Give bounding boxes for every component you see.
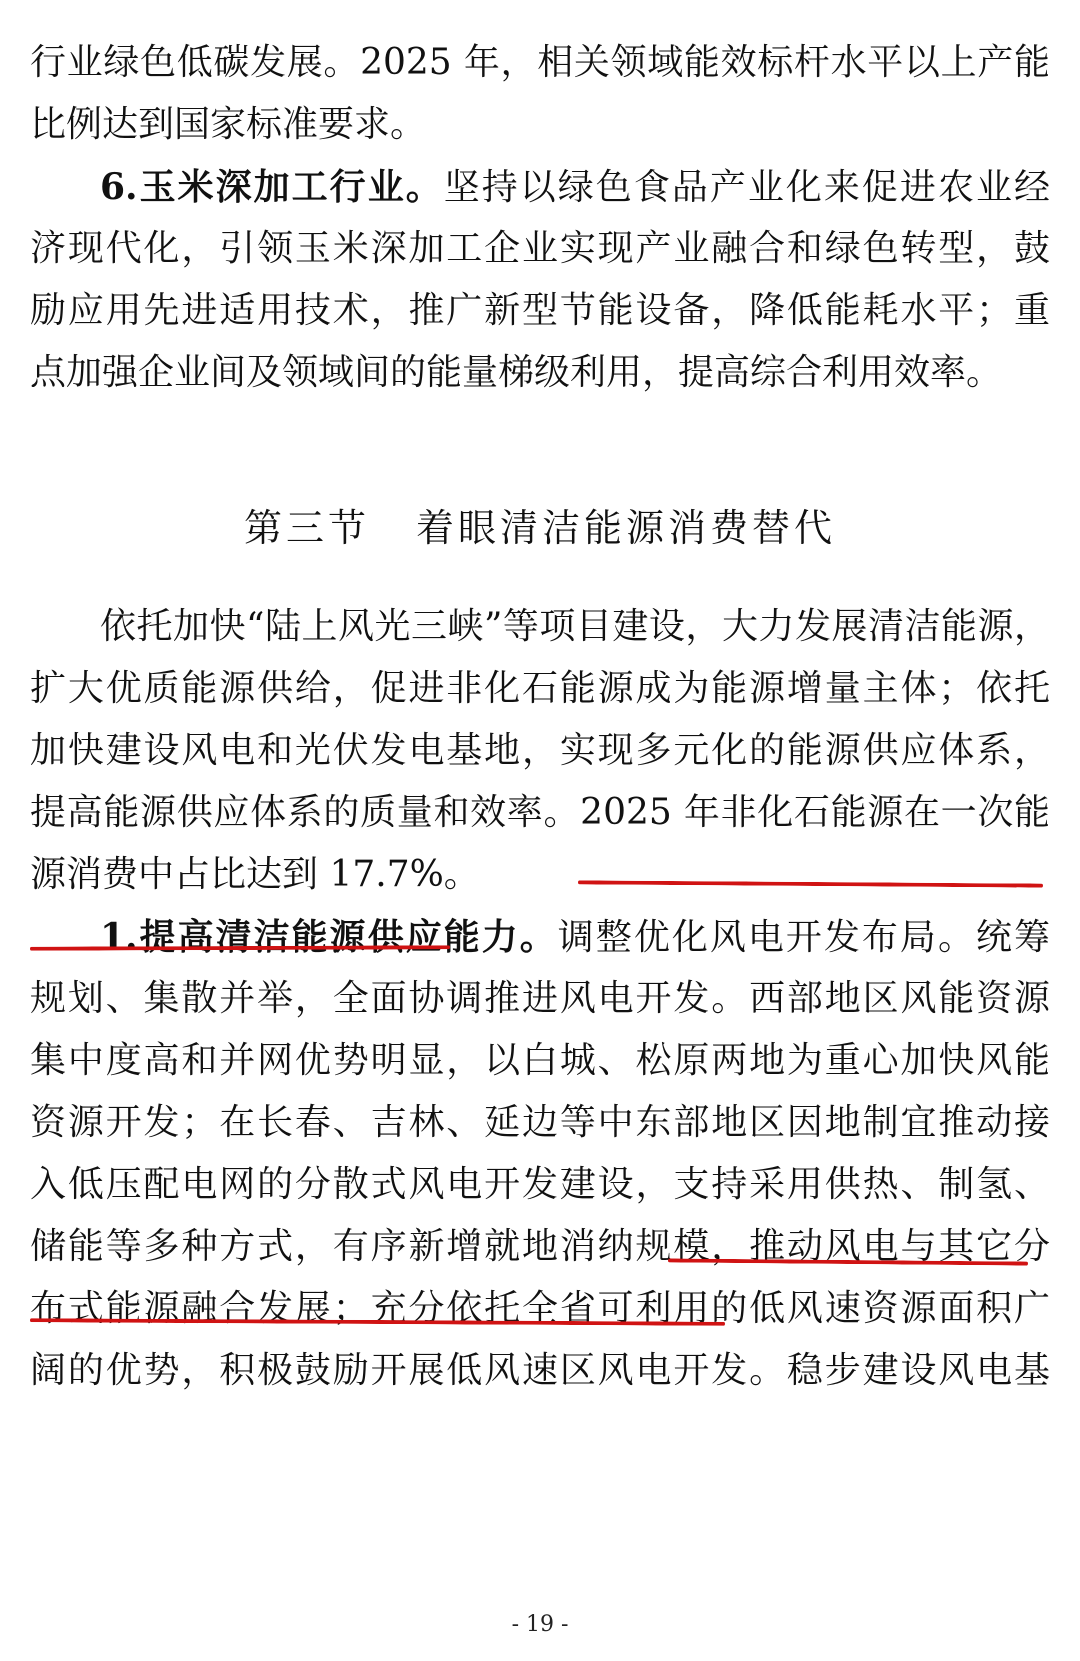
- page-number: - 19 -: [511, 1612, 569, 1637]
- paragraph-line: 提高能源供应体系的质量和效率。2025 年非化石能源在一次能: [30, 792, 1050, 833]
- paragraph-line: 加快建设风电和光伏发电基地，实现多元化的能源供应体系，: [30, 730, 1050, 771]
- paragraph-line: 依托加快“陆上风光三峡”等项目建设，大力发展清洁能源，: [100, 606, 1050, 647]
- section-title: [0, 498, 1080, 558]
- section-heading: 着眼清洁能源消费替代: [416, 506, 837, 550]
- paragraph-line: 储能等多种方式，有序新增就地消纳规模，推动风电与其它分: [30, 1226, 1050, 1267]
- paragraph-line: 阔的优势，积极鼓励开展低风速区风电开发。稳步建设风电基: [30, 1350, 1050, 1391]
- paragraph-line: 比例达到国家标准要求。: [30, 104, 427, 145]
- paragraph-text: 调整优化风电开发布局。统筹: [557, 917, 1050, 958]
- paragraph-line: 入低压配电网的分散式风电开发建设，支持采用供热、制氢、: [30, 1164, 1050, 1205]
- item-heading: 6.玉米深加工行业。: [100, 166, 444, 208]
- paragraph-line: 励应用先进适用技术，推广新型节能设备，降低能耗水平；重: [30, 290, 1050, 331]
- paragraph-line: 点加强企业间及领域间的能量梯级利用，提高综合利用效率。: [30, 352, 1003, 393]
- item-heading: 1.提高清洁能源供应能力。: [100, 916, 558, 958]
- paragraph-line: 资源开发；在长春、吉林、延边等中东部地区因地制宜推动接: [30, 1102, 1050, 1143]
- paragraph-first-line: [100, 154, 1050, 220]
- paragraph-text: 坚持以绿色食品产业化来促进农业经: [443, 167, 1050, 208]
- section-number: 第三节: [243, 506, 370, 550]
- paragraph-line: 扩大优质能源供给，促进非化石能源成为能源增量主体；依托: [30, 668, 1050, 709]
- paragraph-line: 行业绿色低碳发展。2025 年，相关领域能效标杆水平以上产能: [30, 42, 1050, 83]
- paragraph-line: 源消费中占比达到 17.7%。: [30, 854, 480, 895]
- paragraph-line: 规划、集散并举，全面协调推进风电开发。西部地区风能资源: [30, 978, 1050, 1019]
- paragraph-line: 集中度高和并网优势明显，以白城、松原两地为重心加快风能: [30, 1040, 1050, 1081]
- paragraph-line: 布式能源融合发展；充分依托全省可利用的低风速资源面积广: [30, 1288, 1050, 1329]
- paragraph-line: 济现代化，引领玉米深加工企业实现产业融合和绿色转型，鼓: [30, 228, 1050, 269]
- paragraph-first-line: [100, 904, 1050, 970]
